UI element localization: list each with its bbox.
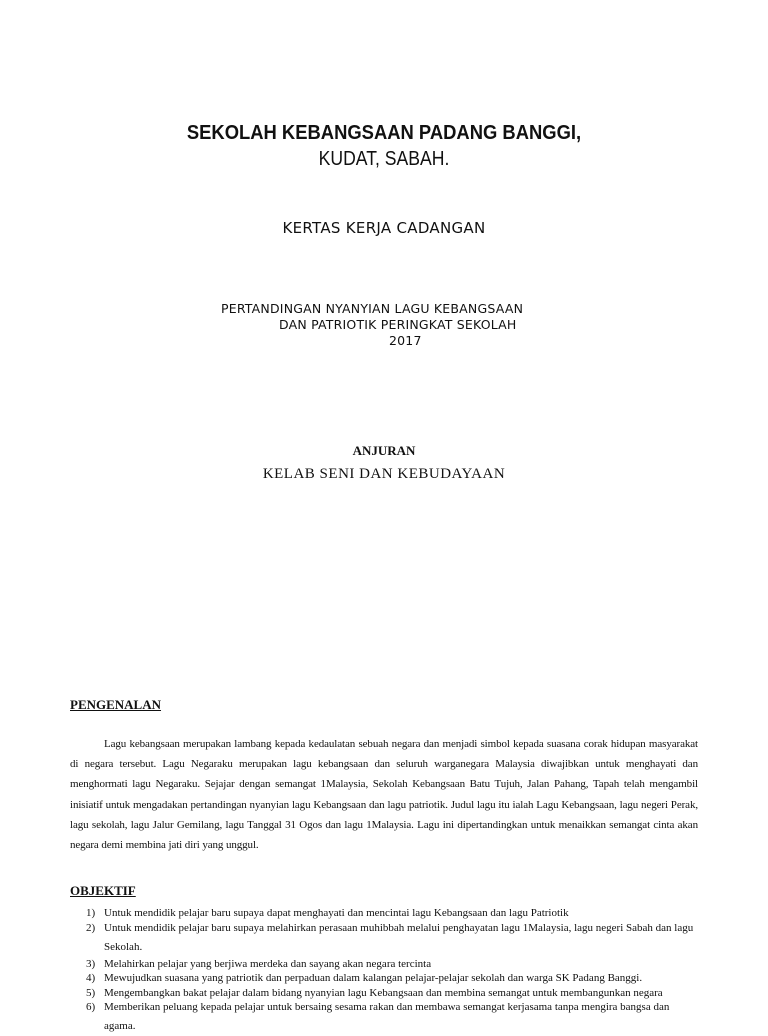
list-item-number: 2) [86, 921, 96, 934]
list-item [70, 919, 698, 957]
list-item-number: 3) [86, 957, 96, 970]
list-item [70, 998, 698, 1036]
pengenalan-heading: PENGENALAN [70, 697, 162, 712]
list-item-number: 1) [86, 907, 96, 919]
list-item-text: Mewujudkan suasana yang patriotik dan perpaduan dalam kalangan pelajar-pelajar sekolah dan warga SK Padang Banggi. [104, 972, 643, 984]
list-item [70, 957, 698, 972]
list-item-text: Untuk mendidik pelajar baru supaya dapat menghayati dan mencintai lagu Kebangsaan dan lagu Patriotik [104, 907, 569, 919]
list-item-text: Memberikan peluang kepada pelajar untuk bersaing sesama rakan dan membawa semangat kerjasama tanpa mengira bangsa dan agama. [104, 1001, 670, 1032]
organiser-name: KELAB SENI DAN KEBUDAYAAN [262, 466, 506, 482]
objektif-list [70, 906, 698, 1036]
event-year: 2017 [389, 333, 422, 348]
pengenalan-paragraph: Lagu kebangsaan merupakan lambang kepada kedaulatan sebuah negara dan menjadi simbol kepada suasana corak hidupan masyarakat di negara tersebut. Lagu Negaraku merupakan lagu kebangsaan dan seluruh warganegara Malaysia diwajibkan untuk menghayati dan menghormati lagu Negaraku. Sejajar dengan semangat 1Malaysia, Sekolah Kebangsaan Batu Tujuh, Jalan Pahang, Tapah telah mengambil inisiatif untuk mengadakan pertandingan nyanyian lagu Kebangsaan dan lagu patriotik. Judul lagu itu ialah Lagu Kebangsaan, lagu negeri Perak, lagu sekolah, lagu Jalur Gemilang, lagu Tanggal 31 Ogos dan lagu 1Malaysia. Lagu ini dipertandingkan untuk menaikkan semangat cinta akan negara demi membina jati diri yang unggul. [70, 738, 698, 852]
list-item-number: 4) [86, 972, 96, 984]
list-item-number: 6) [86, 1001, 96, 1013]
list-item-text: Melahirkan pelajar yang berjiwa merdeka dan sayang akan negara tercinta [104, 957, 432, 970]
objektif-heading: OBJEKTIF [70, 883, 136, 898]
document-type-title: KERTAS KERJA CADANGAN [282, 219, 486, 237]
list-item-text: Mengembangkan bakat pelajar dalam bidang nyanyian lagu Kebangsaan dan membina semangat untuk membangunkan negara [104, 986, 663, 999]
list-item [70, 971, 698, 986]
school-location: KUDAT, SABAH. [318, 148, 450, 170]
list-item-text: Untuk mendidik pelajar baru supaya melahirkan perasaan muhibbah melalui penghayatan lagu 1Malaysia, lagu negeri Sabah dan lagu Sekolah. [104, 921, 694, 953]
anjuran-label: ANJURAN [352, 443, 416, 458]
event-title-line1: PERTANDINGAN NYANYIAN LAGU KEBANGSAAN [221, 301, 524, 316]
school-name: SEKOLAH KEBANGSAAN PADANG BANGGI, [186, 122, 582, 144]
event-title-line2: DAN PATRIOTIK PERINGKAT SEKOLAH [279, 317, 517, 332]
list-item-number: 5) [86, 986, 96, 999]
